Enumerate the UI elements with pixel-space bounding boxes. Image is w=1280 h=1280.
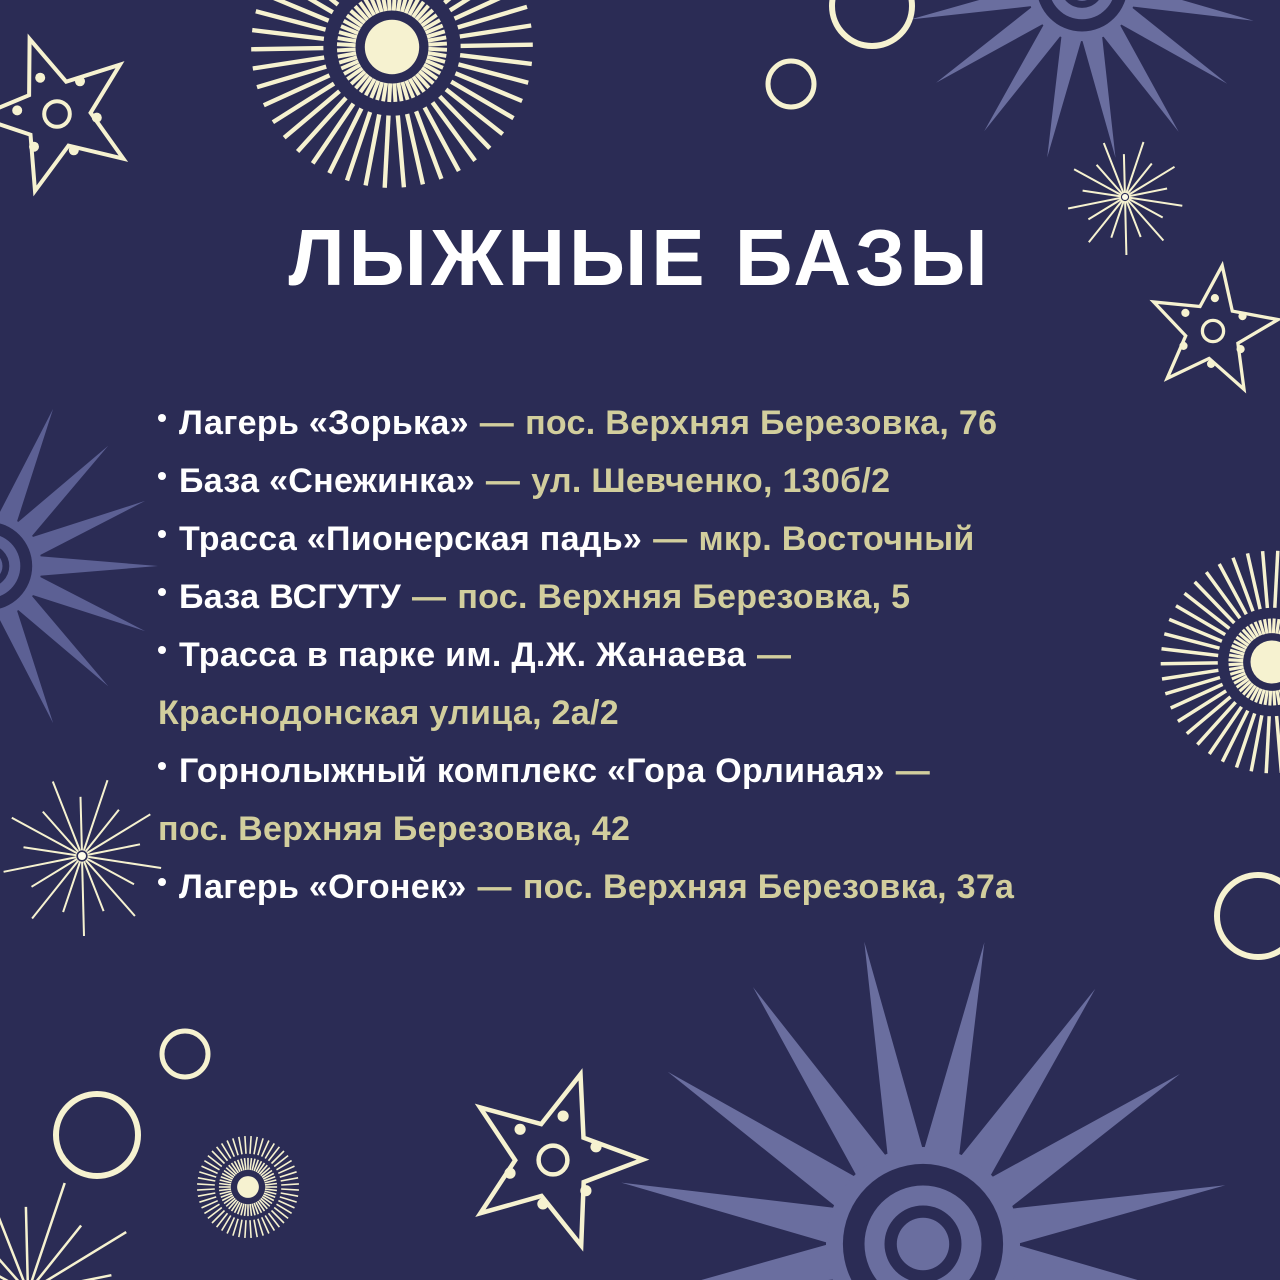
ring-icon <box>755 48 827 120</box>
star-outline-icon <box>0 26 145 202</box>
list-item <box>158 568 1178 626</box>
spiky-sun-icon <box>0 388 166 744</box>
base-address: ул. Шевченко, 130б/2 <box>531 462 891 500</box>
ski-bases-list <box>158 394 1178 916</box>
spiky-sun-icon <box>607 928 1239 1280</box>
ring-icon <box>818 0 926 60</box>
separator-dash: — <box>485 462 521 500</box>
bullet-icon <box>158 878 166 886</box>
list-item <box>158 742 1178 858</box>
separator-dash: — <box>477 868 512 906</box>
base-name: Трасса «Пионерская падь» <box>179 520 643 558</box>
list-item <box>158 510 1178 568</box>
base-address: мкр. Восточный <box>698 520 975 558</box>
spark-star-icon <box>0 768 170 944</box>
base-address: Краснодонская улица, 2а/2 <box>158 694 619 732</box>
separator-dash: — <box>653 520 688 558</box>
separator-dash: — <box>756 636 792 674</box>
list-item <box>158 452 1178 510</box>
fine-sunburst-icon <box>188 1127 308 1247</box>
bullet-icon <box>158 530 166 538</box>
base-name: Горнолыжный комплекс «Гора Орлиная» <box>179 752 885 790</box>
poster-title: ЛЫЖНЫЕ БАЗЫ <box>288 213 992 302</box>
base-name: База ВСГУТУ <box>179 578 402 616</box>
sunburst-icon <box>241 0 543 198</box>
separator-dash: — <box>412 578 447 616</box>
base-address: пос. Верхняя Березовка, 5 <box>457 578 911 616</box>
ring-icon <box>1203 861 1280 971</box>
ring-icon <box>149 1018 221 1090</box>
bullet-icon <box>158 588 166 596</box>
base-name: Лагерь «Зорька» <box>179 404 469 442</box>
bullet-icon <box>158 762 166 770</box>
spiky-sun-icon <box>899 0 1265 169</box>
separator-dash: — <box>895 752 931 790</box>
bullet-icon <box>158 472 166 480</box>
bullet-icon <box>158 414 166 422</box>
bullet-icon <box>158 646 166 654</box>
base-address: пос. Верхняя Березовка, 42 <box>158 810 631 848</box>
base-name: База «Снежинка» <box>179 462 475 500</box>
ring-icon <box>42 1080 152 1190</box>
base-address: пос. Верхняя Березовка, 37а <box>522 868 1015 906</box>
base-name: Лагерь «Огонек» <box>179 868 467 906</box>
star-outline-icon <box>455 1062 651 1258</box>
separator-dash: — <box>479 404 515 442</box>
list-item <box>158 394 1178 452</box>
list-item <box>158 626 1178 742</box>
spark-star-icon <box>0 1169 151 1280</box>
list-item <box>158 858 1178 916</box>
base-address: пос. Верхняя Березовка, 76 <box>525 404 998 442</box>
base-name: Трасса в парке им. Д.Ж. Жанаева <box>179 636 746 674</box>
